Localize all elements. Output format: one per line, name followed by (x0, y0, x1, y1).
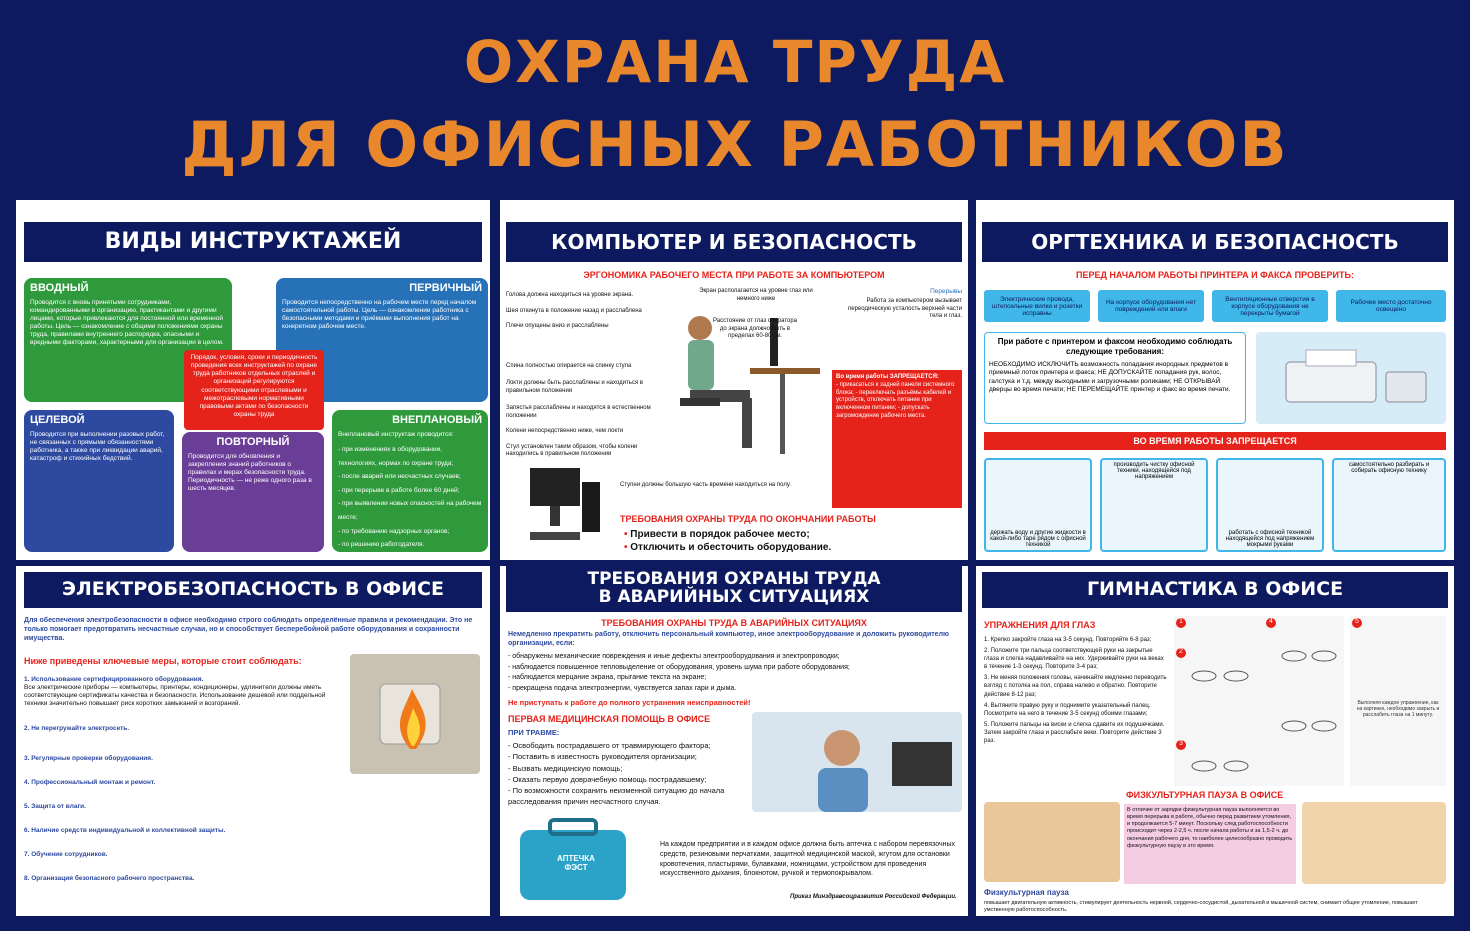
check-box-1: Электрические провода, штепсельные вилки и розетки исправны (984, 290, 1090, 322)
stretching-man-photo (1302, 802, 1446, 884)
kit-label: АПТЕЧКА ФЭСТ (557, 854, 595, 872)
label: Запястья расслаблены и находятся в естественном положении (506, 405, 651, 419)
forbid-text: - прикасаться к задней панели системного блока; - переключать разъёмы кабелей и устройств, отключать питание при включенном питании; - допускать загромождение рабочего места. (836, 381, 955, 419)
forbid-bar: ВО ВРЕМЯ РАБОТЫ ЗАПРЕЩАЕТСЯ (984, 432, 1446, 450)
item-text: Все электрические приборы — компьютеры, принтеры, кондиционеры, удлинители должны иметь соответствующие сертификаты качества и безопасности. Использование дешевой или поддельной техники значительно повышает риск коротких замыканий и возгораний. (24, 684, 326, 708)
card-text: Проводится при выполнении разовых работ, не связанных с прямыми обязанностями работника, а также при ликвидации аварий, катастроф и стихийных бедствий. (30, 430, 165, 463)
emergency-list (508, 652, 962, 694)
card-title: ЦЕЛЕВОЙ (30, 414, 85, 426)
panel-electrical (16, 566, 490, 916)
list-item: • Отключить и обесточить оборудование. (624, 541, 831, 554)
fire-icon (350, 654, 480, 774)
kit-text: На каждом предприятии и в каждом офисе должна быть аптечка с набором перевязочных средств, резиновыми перчатками, защитной медицинской маской, жгутом для остановки кровотечения, пластырями, булавками, ножницами, устройством для проведения искусственного дыхания, блокнотом, ручкой и термопокрывалом. (660, 841, 955, 878)
list-item: - Освободить пострадавшего от травмирующего фактора; (508, 741, 711, 750)
computer-heading: КОМПЬЮТЕР И БЕЗОПАСНОСТЬ (506, 222, 962, 262)
card-povtorny (182, 432, 324, 552)
num-badge: 2 (1176, 648, 1186, 658)
emergency-heading (506, 566, 962, 612)
list-item: 5. Защита от влаги. (24, 802, 86, 810)
label: Колени непосредственно ниже, чем локти (506, 428, 624, 434)
label: Локти должны быть расслаблены и находиться в правильном положении (506, 380, 643, 394)
electrical-heading: ЭЛЕКТРОБЕЗОПАСНОСТЬ В ОФИСЕ (24, 572, 482, 608)
forbid-box (832, 370, 962, 508)
printer-illustration (1256, 332, 1446, 424)
emergency-lead: Немедленно прекратить работу, отключить персональный компьютер, иное электрооборудование и доложить руководителю организации, если: (508, 631, 949, 648)
list-item: - при изменениях в оборудовании, технологиях, нормах по охране труда; (338, 445, 454, 467)
list-item: - по требованию надзорных органов; (338, 527, 450, 535)
forbid-item-4: самостоятельно разбирать и собирать офисную технику (1332, 458, 1446, 552)
list-item: - при перерыве в работе более 60 дней; (338, 486, 460, 494)
label: Голова должна находиться на уровне экрана. (506, 292, 634, 298)
electrical-intro: Для обеспечения электробезопасности в офисе необходимо строго соблюдать определённые правила и рекомендации. Это не только помогает предотвратить несчастные случаи, но и способствует бесперебойной работе оборудования и сохранности имущества. (24, 617, 473, 643)
list-item: - Оказать первую доврачебную помощь пострадавшему; (508, 774, 707, 784)
list-item: - после аварий или несчастных случаев; (338, 473, 461, 481)
num-badge: 3 (1176, 740, 1186, 750)
panel-emergency (500, 566, 968, 916)
num-badge: 1 (1176, 618, 1186, 628)
feet-note: Ступни должны большую часть времени находиться на полу. (620, 482, 791, 488)
vnepl-list (338, 443, 482, 552)
card-title: ВНЕПЛАНОВЫЙ (392, 414, 482, 426)
electrical-lead: Ниже приведены ключевые меры, которые стоит соблюдать: (24, 656, 302, 666)
electrical-list (24, 676, 342, 883)
gymnastics-heading: ГИМНАСТИКА В ОФИСЕ (982, 572, 1448, 608)
list-item: - по решению работодателя. (338, 541, 425, 549)
list-item: 6. Наличие средств индивидуальной и коллективной защиты. (24, 827, 226, 834)
check-box-4: Рабочее место достаточно освещено (1336, 290, 1446, 322)
list-item: - По возможности сохранить неизменной ситуацию до начала расследования причин несчастного случая. (508, 786, 725, 807)
forbid-item-3: работать с офисной техникой находящейся под напряжением мокрыми руками (1216, 458, 1324, 552)
first-aid-title: ПЕРВАЯ МЕДИЦИНСКАЯ ПОМОЩЬ В ОФИСЕ (508, 714, 711, 724)
screen-note: Экран располагается на уровне глаз или немного ниже (699, 288, 813, 302)
list-item: • Привести в порядок рабочее место; (624, 528, 831, 541)
list-item: 2. Не перегружайте электросеть. (24, 724, 130, 732)
step: 3. Не меняя положения головы, начинайте медленно переводить взгляд с потолка на пол, справа налево и обратно. Повторите действие 8-12 раз; (984, 675, 1167, 698)
equipment-subtitle: ПЕРЕД НАЧАЛОМ РАБОТЫ ПРИНТЕРА И ФАКСА ПРОВЕРИТЬ: (1076, 270, 1354, 280)
breaks-title: Перерывы (930, 288, 962, 295)
forbid-item-1: держать воду и другие жидкости в какой-либо таре рядом с офисной техникой (984, 458, 1092, 552)
pause-label: Физкультурная пауза (984, 888, 1069, 897)
card-text: Проводится с вновь принятыми сотрудниками, командированными в организацию, практикантами и другими лицами, которые привлекаются для постоянной или временной работы. Цель — ознакомление с общими положениями охраны труда, правилами внутреннего распорядка, опасными и вредными факторами, характерными для организации в целом. (30, 298, 224, 347)
printer-icon (1256, 332, 1446, 424)
eye-exercises-title: УПРАЖНЕНИЯ ДЛЯ ГЛАЗ (984, 620, 1096, 630)
card-text: Порядок, условия, сроки и периодичность проведения всех инструктажей по охране труда работников отдельных отраслей и организаций регулируются соответствующими отраслевыми и межотраслевыми нормативными правовыми актами по безопасности охраны труда (190, 354, 318, 418)
list-item: - наблюдается мерцание экрана, прыгание текста на экране; (508, 674, 707, 681)
card-title: ПОВТОРНЫЙ (216, 436, 290, 448)
eye-steps (984, 636, 1168, 745)
eye-extra (1350, 616, 1446, 786)
check-box-2: На корпусе оборудования нет повреждений или влаги (1098, 290, 1204, 322)
person-phone-icon (752, 712, 962, 812)
computer-icon (520, 462, 610, 552)
list-item: 3. Регулярные проверки оборудования. (24, 754, 153, 762)
list-item: 1. Использование сертифицированного оборудования. (24, 676, 204, 683)
eye-note: Выполняя каждое упражнение, как на картинке, необходимо закрыть и расслабить глаза на 1 минуту. (1356, 700, 1440, 718)
trauma-label: ПРИ ТРАВМЕ: (508, 728, 560, 737)
first-aid-list (508, 740, 748, 808)
list-item: - обнаружены механические повреждения и иные дефекты электрооборудования и электропроводки; (508, 653, 840, 660)
panel-instructions (16, 200, 490, 560)
list-item: - Поставить в известность руководителя организации; (508, 752, 697, 762)
main-title-line2: ДЛЯ ОФИСНЫХ РАБОТНИКОВ (181, 108, 1289, 181)
num-badge: 5 (1352, 618, 1362, 628)
list-item: 8. Организация безопасного рабочего пространства. (24, 875, 195, 883)
list-item: - прекращена подача электроэнергии, чувствуется запах гари и дыма. (508, 684, 737, 692)
fiz-pause-title: ФИЗКУЛЬТУРНАЯ ПАУЗА В ОФИСЕ (1126, 790, 1284, 800)
office-stretch-photo (984, 802, 1120, 882)
requirements-title: При работе с принтером и факсом необходимо соблюдать следующие требования: (997, 337, 1233, 357)
label: Спина полностью опирается на спинку стула (506, 362, 632, 369)
list-item: 4. Профессиональный монтаж и ремонт. (24, 778, 156, 786)
eye-illustrations (1174, 616, 1344, 786)
eyes-icon (1174, 616, 1344, 786)
main-title-line1: ОХРАНА ТРУДА (463, 28, 1007, 96)
pc-illustration (520, 462, 610, 552)
forbid-item-2: производить чистку офисной техники, находящейся под напряжением (1100, 458, 1208, 552)
equipment-heading: ОРГТЕХНИКА И БЕЗОПАСНОСТЬ (982, 222, 1448, 262)
num-badge: 4 (1266, 618, 1276, 628)
posture-labels (506, 292, 656, 459)
card-title: ПЕРВИЧНЫЙ (409, 282, 482, 294)
step: 1. Крепко закройте глаза на 3-5 секунд. Повторяйте 6-8 раз; (984, 637, 1152, 643)
emergency-subtitle: ТРЕБОВАНИЯ ОХРАНЫ ТРУДА В АВАРИЙНЫХ СИТУАЦИЯХ (601, 618, 867, 628)
fiz-pause-box: В отличие от зарядки физкультурная пауза выполняется во время перерыва в работе, обычно перед развитием утомления, и продолжается 5-7 минут. Поскольку след работоспособности происходит через 2-2,5 ч. после начала работы и за 1,5-2 ч. до окончания рабочего дня, то наиболее целесообразно проводить физкультурную паузу в это время. (1124, 804, 1296, 884)
breaks-text: Работа за компьютером вызывает переодическую усталость верхней части тела и глаз. (848, 298, 962, 319)
card-celevoy (24, 410, 174, 552)
heading-line2: В АВАРИЙНЫХ СИТУАЦИЯХ (598, 587, 870, 607)
card-vneplanovy (332, 410, 488, 552)
end-work-title: ТРЕБОВАНИЯ ОХРАНЫ ТРУДА ПО ОКОНЧАНИИ РАБОТЫ (620, 514, 876, 524)
order-note: Приказ Минздравсоцразвития Российской Федерации. (790, 894, 957, 900)
list-item: 7. Обучение сотрудников. (24, 851, 108, 859)
card-title: ВВОДНЫЙ (30, 282, 89, 294)
card-text: Проводится для обновления и закрепления знаний работников о правилах и мерах безопасности труда. Периодичность — не реже одного раза в шесть месяцев. (188, 452, 312, 493)
panel-gymnastics (976, 566, 1454, 916)
burning-socket-photo (350, 654, 480, 774)
injured-worker-photo (752, 712, 962, 812)
forbid-title: Во время работы ЗАПРЕЩАЕТСЯ: (836, 374, 939, 380)
step: 5. Положите пальцы на виски и слегка сдавите их подушечками. Затем закройте глаза и расслабьте веки. Повторите действие 3 раз. (984, 721, 1165, 745)
requirements-text: НЕОБХОДИМО ИСКЛЮЧИТЬ возможность попадания инородных предметов в приемный лоток принтера и факса; НЕ ДОПУСКАЙТЕ попадания рук, волос, галстука и т.д. между выходными и загрузочными роликами; НЕ ОТКРЫВАЙ дверцы во время печати; НЕ ПЕРЕМЕЩАЙТЕ принтер и факс во время печати. (989, 360, 1231, 394)
label: Плечи опущены вниз и расслаблены (506, 323, 609, 329)
label: Стул установлен таким образом, чтобы колени находились в правильном положении (506, 443, 638, 457)
list-item: - наблюдается повышенное тепловыделение от оборудования, уровень шума при работе оборудования; (508, 663, 850, 671)
distance-note: Расстояние от глаз оператора до экрана должно быть в пределах 60-80 см. (712, 318, 798, 339)
list-item: - Вызвать медицинскую помощь; (508, 763, 623, 773)
label: Шея откинута в положение назад и расслаблена (506, 307, 642, 314)
heading-line1: ТРЕБОВАНИЯ ОХРАНЫ ТРУДА (587, 569, 881, 590)
end-work-list (624, 528, 831, 554)
first-aid-kit-photo (510, 812, 636, 906)
pause-text: повышает двигательную активность, стимулирует деятельность нервной, сердечно-сосудистой, дыхательной и мышечной систем, снимает общее утомление, повышает умственную работоспособность. (984, 900, 1418, 913)
list-item: - при выявлении новых опасностей на рабочем месте; (338, 500, 482, 522)
ergonomics-subtitle: ЭРГОНОМИКА РАБОЧЕГО МЕСТА ПРИ РАБОТЕ ЗА КОМПЬЮТЕРОМ (583, 270, 885, 280)
step: 2. Положите три пальца соответствующей руки на закрытые глаза и слегка надавливайте на них. Удерживайте руки на веках в течение 1-3 секунд. Повторите 3-4 раз; (984, 648, 1164, 671)
instructions-heading: ВИДЫ ИНСТРУКТАЖЕЙ (24, 222, 482, 262)
requirements-box (984, 332, 1246, 424)
panel-office-equipment (976, 200, 1454, 560)
card-text: Проводится непосредственно на рабочем месте перед началом самостоятельной работы. Цель — ознакомление работника с безопасными методами и приёмами выполнения работ на конкретном рабочем месте. (282, 298, 477, 331)
card-text: Внеплановый инструктаж проводится: (338, 430, 454, 438)
panel-computer (500, 200, 968, 560)
check-box-3: Вентиляционные отверстия в корпусе оборудования не перекрыты бумагой (1212, 290, 1328, 322)
step: 4. Вытяните правую руку и поднимите указательный палец. Посмотрите на него в течение 3-5 секунд обоими глазами; (984, 702, 1151, 717)
emergency-warning: Не приступать к работе до полного устранения неисправностей! (508, 698, 751, 707)
card-center-red (184, 350, 324, 430)
